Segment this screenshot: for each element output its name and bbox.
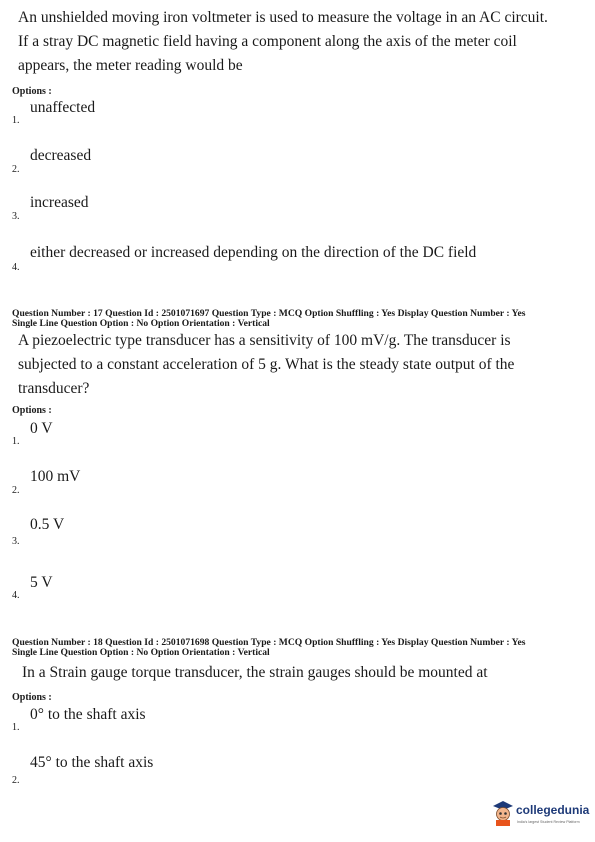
q18-meta-line-2: Single Line Question Option : No Option Orientation : Vertical — [12, 647, 270, 658]
q17-options-label: Options : — [12, 405, 52, 416]
logo-tagline: India's largest Student Review Platform — [517, 820, 580, 824]
q17-line-2: subjected to a constant acceleration of 5 g. What is the steady state output of the — [18, 356, 515, 373]
q17-text — [18, 329, 583, 401]
q16-option-1-number: 1. — [12, 115, 20, 126]
q18-options-label: Options : — [12, 692, 52, 703]
logo-wordmark: collegedunia — [516, 803, 590, 817]
q16-option-3: increased — [30, 194, 89, 211]
q18-option-2: 45° to the shaft axis — [30, 754, 154, 771]
q16-line-1: An unshielded moving iron voltmeter is used to measure the voltage in an AC circuit. — [18, 9, 548, 26]
q16-option-2-number: 2. — [12, 164, 20, 175]
q18-option-1-number: 1. — [12, 722, 20, 733]
q18-option-2-number: 2. — [12, 775, 20, 786]
collegedunia-logo — [492, 798, 592, 838]
q17-option-2: 100 mV — [30, 468, 81, 485]
q16-option-4: either decreased or increased depending on the direction of the DC field — [30, 244, 477, 261]
q16-option-1: unaffected — [30, 99, 96, 116]
q17-option-1-number: 1. — [12, 436, 20, 447]
q17-option-4: 5 V — [30, 574, 53, 591]
q18-text: In a Strain gauge torque transducer, the strain gauges should be mounted at — [22, 664, 488, 681]
q17-meta-line-1: Question Number : 17 Question Id : 2501071697 Question Type : MCQ Option Shuffling : Yes Display Question Number : Yes — [12, 308, 526, 319]
q17-option-3: 0.5 V — [30, 516, 65, 533]
q17-option-4-number: 4. — [12, 590, 20, 601]
q16-line-3: appears, the meter reading would be — [18, 57, 243, 74]
q18-meta-line-1: Question Number : 18 Question Id : 2501071698 Question Type : MCQ Option Shuffling : Yes Display Question Number : Yes — [12, 637, 526, 648]
q16-options-label: Options : — [12, 86, 52, 97]
q18-option-1: 0° to the shaft axis — [30, 706, 146, 723]
q17-meta-line-2: Single Line Question Option : No Option Orientation : Vertical — [12, 318, 270, 329]
q16-option-4-number: 4. — [12, 262, 20, 273]
mascot-icon — [492, 800, 514, 826]
q16-option-3-number: 3. — [12, 211, 20, 222]
q16-text — [18, 6, 583, 78]
q17-line-1: A piezoelectric type transducer has a sensitivity of 100 mV/g. The transducer is — [18, 332, 511, 349]
q17-option-2-number: 2. — [12, 485, 20, 496]
q17-option-3-number: 3. — [12, 536, 20, 547]
q17-line-3: transducer? — [18, 380, 90, 397]
q17-option-1: 0 V — [30, 420, 53, 437]
q16-option-2: decreased — [30, 147, 92, 164]
q16-line-2: If a stray DC magnetic field having a component along the axis of the meter coil — [18, 33, 517, 50]
